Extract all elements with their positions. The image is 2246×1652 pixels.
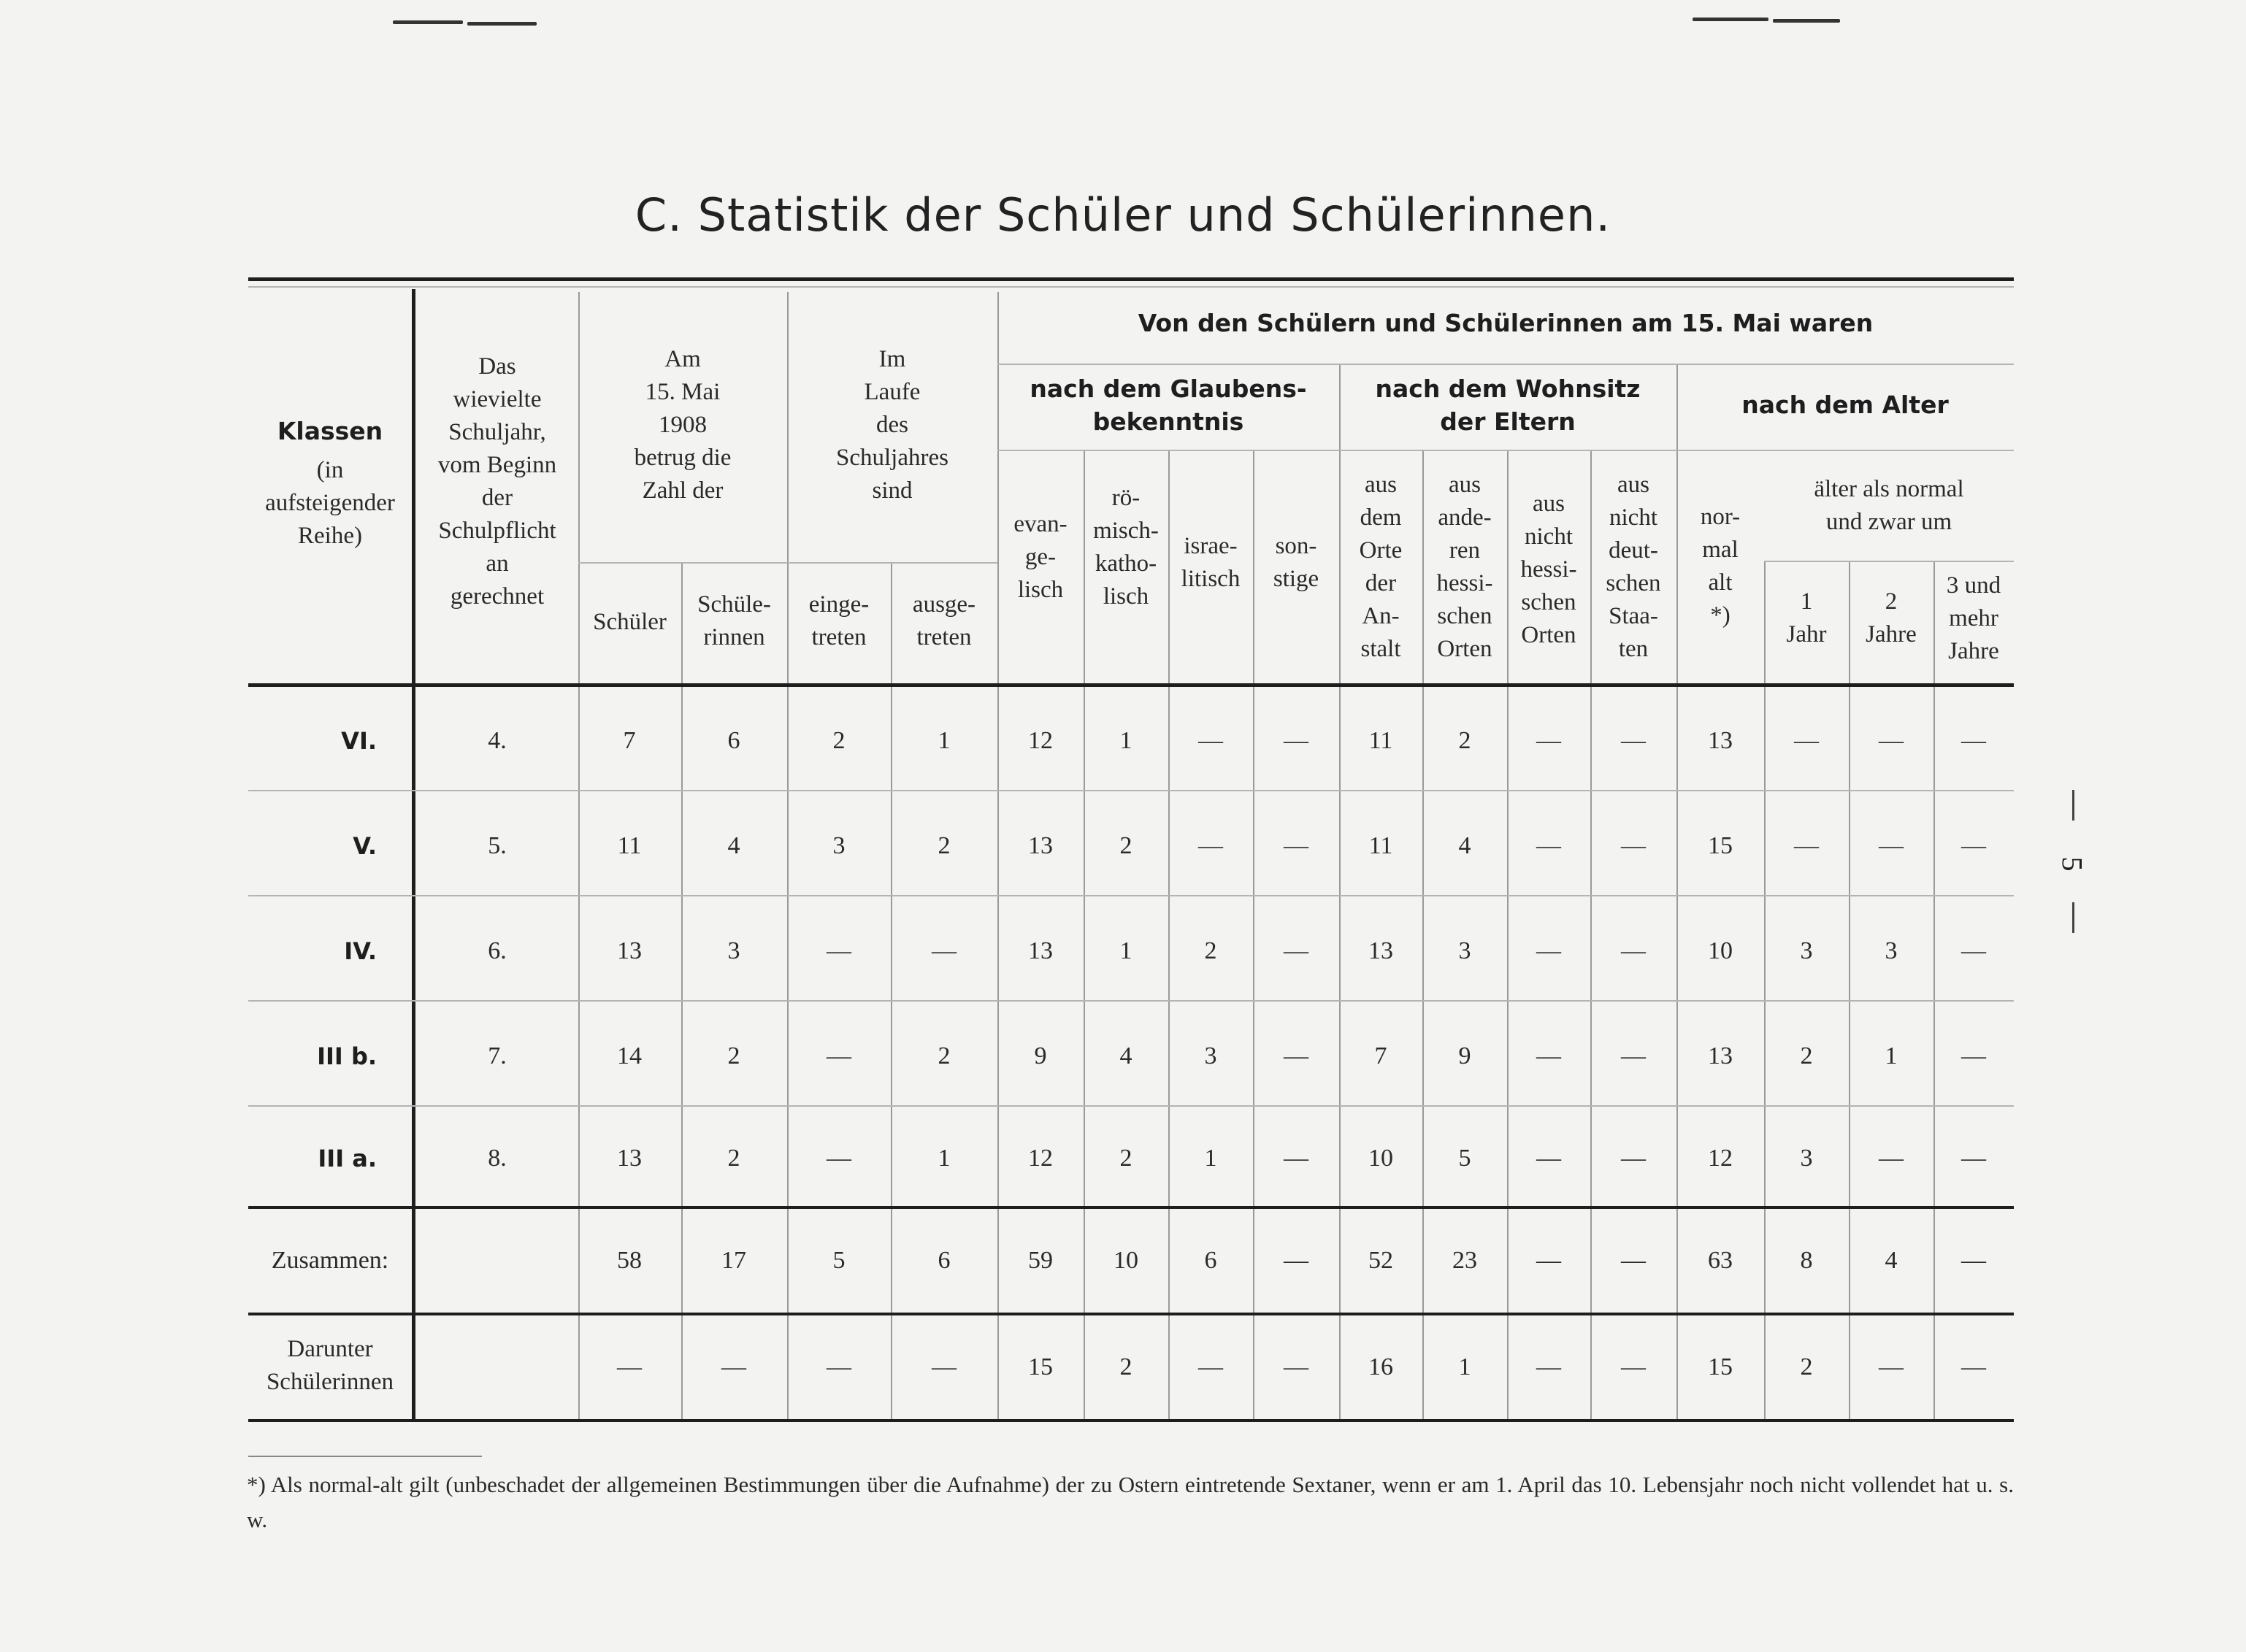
table-cell: — (1879, 832, 1904, 859)
header-laufe: Im Laufe des Schuljahres sind (836, 346, 948, 504)
table-cell: — (1621, 1353, 1646, 1380)
row-line (248, 1105, 2014, 1107)
header-katholisch: rö- misch- katho- lisch (1093, 485, 1159, 610)
header-bottom-rule (248, 683, 2014, 687)
table-cell: 2 (938, 832, 951, 859)
header-ausgetreten: ausge- treten (912, 591, 976, 650)
table-cell: — (1961, 1145, 1986, 1172)
table-cell: 52 (1368, 1247, 1393, 1274)
table-cell: 13 (1708, 1042, 1733, 1069)
table-cell: — (1879, 1353, 1904, 1380)
table-cell: — (1536, 1145, 1561, 1172)
table-cell: 13 (1708, 727, 1733, 754)
header-klassen-sub: (in aufsteigender Reihe) (265, 457, 395, 549)
margin-mark (2072, 902, 2074, 933)
table-cell: 8 (1800, 1247, 1813, 1274)
table-cell: — (1536, 1247, 1561, 1274)
table-cell: 3 (1204, 1042, 1217, 1069)
table-top-thin-rule (248, 286, 2014, 288)
table-cell: — (1198, 832, 1223, 859)
table-cell: — (1284, 937, 1308, 964)
table-cell: 11 (1368, 832, 1393, 859)
table-cell: 2 (832, 727, 846, 754)
table-cell: 5. (488, 832, 507, 859)
table-cell: — (721, 1353, 746, 1380)
table-cell: — (1198, 1353, 1223, 1380)
table-cell: 11 (617, 832, 642, 859)
table-cell: 8. (488, 1145, 507, 1172)
table-cell: 11 (1368, 727, 1393, 754)
table-top-rule (248, 277, 2014, 281)
table-cell: 13 (1368, 937, 1393, 964)
header-line (578, 562, 997, 564)
table-cell: 5 (1458, 1145, 1471, 1172)
table-cell: 3 (1885, 937, 1898, 964)
header-line (997, 450, 2014, 451)
table-cell: 16 (1368, 1353, 1393, 1380)
table-cell: 2 (1119, 832, 1132, 859)
col-divider (681, 562, 683, 1422)
table-cell: 2 (727, 1042, 740, 1069)
table-cell: 7 (623, 727, 636, 754)
table-cell: 14 (617, 1042, 642, 1069)
table-cell: — (1621, 1247, 1646, 1274)
margin-mark (2072, 790, 2074, 821)
page-title: C. Statistik der Schüler und Schülerinnen. (635, 188, 1611, 242)
table-cell: 1 (1885, 1042, 1898, 1069)
table-cell: — (1621, 1042, 1646, 1069)
table-cell: 63 (1708, 1247, 1733, 1274)
table-cell: — (1879, 1145, 1904, 1172)
row-line (248, 790, 2014, 791)
table-cell: 10 (1368, 1145, 1393, 1172)
header-schueler: Schüler (593, 609, 667, 635)
table-cell: 4 (1119, 1042, 1132, 1069)
table-cell: — (932, 1353, 957, 1380)
top-left-mark-2 (467, 22, 537, 26)
table-cell: 23 (1452, 1247, 1477, 1274)
table-cell: 12 (1028, 1145, 1053, 1172)
table-cell: — (1621, 727, 1646, 754)
top-left-mark (393, 20, 463, 24)
table-cell: 1 (1458, 1353, 1471, 1380)
row-line (248, 1000, 2014, 1002)
table-cell: — (1961, 937, 1986, 964)
table-cell: — (1961, 727, 1986, 754)
header-jahr-1: 1 Jahr (1786, 588, 1827, 648)
table-cell: — (1961, 1247, 1986, 1274)
table-cell: 5 (832, 1247, 846, 1274)
table-cell: — (827, 937, 851, 964)
table-cell: 1 (938, 727, 951, 754)
table-cell: 2 (1119, 1145, 1132, 1172)
row-label-klasse: III b. (317, 1042, 377, 1070)
top-right-mark-2 (1773, 19, 1840, 23)
col-divider (1849, 562, 1850, 1422)
table-cell: — (1794, 727, 1819, 754)
darunter-top-rule (248, 1313, 2014, 1315)
table-cell: — (1536, 1042, 1561, 1069)
table-cell: — (827, 1353, 851, 1380)
table-cell: 12 (1708, 1145, 1733, 1172)
table-cell: — (1284, 1247, 1308, 1274)
header-hess-orten: aus ande- ren hessi- schen Orten (1436, 472, 1493, 662)
table-cell: 10 (1114, 1247, 1138, 1274)
table-cell: 6. (488, 937, 507, 964)
table-cell: 1 (1119, 937, 1132, 964)
table-cell: 2 (1204, 937, 1217, 964)
table-cell: 1 (938, 1145, 951, 1172)
header-schuljahr: Das wievielte Schuljahr, vom Beginn der Schulpflicht an gerechnet (437, 353, 557, 610)
table-cell: 4 (1885, 1247, 1898, 1274)
table-cell: 6 (1204, 1247, 1217, 1274)
footnote-rule (248, 1456, 482, 1457)
col-divider (891, 562, 892, 1422)
table-cell: 15 (1028, 1353, 1053, 1380)
header-orte-anstalt: aus dem Orte der An- stalt (1359, 472, 1403, 662)
table-cell: — (1284, 1353, 1308, 1380)
table-cell: — (1961, 1353, 1986, 1380)
header-israelitisch: israe- litisch (1181, 533, 1241, 592)
table-cell: 1 (1204, 1145, 1217, 1172)
header-nicht-hess: aus nicht hessi- schen Orten (1520, 491, 1577, 648)
table-cell: — (827, 1042, 851, 1069)
table-cell: — (1794, 832, 1819, 859)
table-cell: 2 (1119, 1353, 1132, 1380)
zusammen-label: Zusammen: (271, 1247, 389, 1274)
table-cell: 9 (1458, 1042, 1471, 1069)
header-wohnsitz: nach dem Wohnsitz der Eltern (1375, 374, 1641, 436)
table-cell: 7 (1374, 1042, 1387, 1069)
table-cell: — (1284, 727, 1308, 754)
table-cell: — (1284, 1145, 1308, 1172)
table-cell: 13 (617, 1145, 642, 1172)
table-cell: — (1961, 1042, 1986, 1069)
table-cell: 15 (1708, 832, 1733, 859)
table-cell: — (1536, 937, 1561, 964)
table-cell: 4 (1458, 832, 1471, 859)
row-label-klasse: III a. (318, 1145, 377, 1172)
table-cell: — (1536, 1353, 1561, 1380)
header-zahl: Am 15. Mai 1908 betrug die Zahl der (634, 346, 732, 504)
table-cell: 15 (1708, 1353, 1733, 1380)
table-cell: 13 (1028, 832, 1053, 859)
table-cell: 4. (488, 727, 507, 754)
header-nicht-deutsch: aus nicht deut- schen Staa- ten (1606, 472, 1661, 662)
table-cell: 17 (721, 1247, 746, 1274)
table-cell: — (1621, 832, 1646, 859)
summary-top-rule (248, 1206, 2014, 1209)
table-cell: 3 (832, 832, 846, 859)
footnote: *) Als normal-alt gilt (unbeschadet der allgemeinen Bestimmungen über die Aufnahme) der zu Ostern eintretende Sextaner, wenn er am 1. April das 10. Lebensjahr noch nicht vollendet hat u. s. w. (247, 1472, 2014, 1532)
row-label-klasse: V. (353, 832, 377, 860)
header-alter: nach dem Alter (1741, 391, 1949, 419)
table-cell: 2 (938, 1042, 951, 1069)
table-cell: 58 (617, 1247, 642, 1274)
table-cell: 2 (1800, 1353, 1813, 1380)
page-number: 5 (2055, 856, 2089, 872)
header-line (1764, 561, 2014, 562)
table-cell: — (1879, 727, 1904, 754)
table-cell: 7. (488, 1042, 507, 1069)
table-cell: 3 (1800, 1145, 1813, 1172)
col-divider (1933, 562, 1935, 1422)
table-cell: 4 (727, 832, 740, 859)
col-divider (1764, 562, 1766, 1422)
table-cell: — (1961, 832, 1986, 859)
table-cell: — (617, 1353, 642, 1380)
header-sonstige: son- stige (1273, 533, 1319, 592)
table-cell: — (1284, 1042, 1308, 1069)
header-line (997, 364, 2014, 365)
table-cell: — (1621, 1145, 1646, 1172)
table-cell: 3 (727, 937, 740, 964)
header-klassen: Klassen (277, 417, 383, 445)
header-von-den: Von den Schülern und Schülerinnen am 15. Mai waren (1138, 309, 1874, 337)
row-label-klasse: IV. (344, 937, 377, 965)
table-cell: — (1536, 727, 1561, 754)
header-evangelisch: evan- ge- lisch (1013, 511, 1068, 603)
header-normal-alt: nor- mal alt *) (1700, 504, 1741, 629)
header-schuelerinnen: Schüle- rinnen (697, 591, 771, 650)
darunter-label: Darunter Schülerinnen (266, 1336, 394, 1395)
table-cell: 2 (1458, 727, 1471, 754)
table-cell: 3 (1800, 937, 1813, 964)
table-cell: 1 (1119, 727, 1132, 754)
table-cell: — (932, 937, 957, 964)
table-cell: 12 (1028, 727, 1053, 754)
table-cell: 59 (1028, 1247, 1053, 1274)
header-jahre-3: 3 und mehr Jahre (1946, 572, 2001, 664)
table-bottom-rule (248, 1419, 2014, 1422)
table-cell: — (1621, 937, 1646, 964)
table-cell: 13 (617, 937, 642, 964)
table-cell: — (1284, 832, 1308, 859)
row-label-klasse: VI. (341, 727, 377, 755)
row-line (248, 895, 2014, 896)
table-cell: 13 (1028, 937, 1053, 964)
header-glaubens: nach dem Glaubens- bekenntnis (1030, 374, 1307, 436)
header-aelter: älter als normal und zwar um (1814, 476, 1964, 535)
top-right-mark (1693, 18, 1768, 21)
table-cell: — (827, 1145, 851, 1172)
table-cell: 3 (1458, 937, 1471, 964)
table-cell: 10 (1708, 937, 1733, 964)
header-jahre-2: 2 Jahre (1866, 588, 1917, 648)
table-cell: 2 (1800, 1042, 1813, 1069)
table-cell: — (1198, 727, 1223, 754)
table-cell: 6 (938, 1247, 951, 1274)
table-cell: 6 (727, 727, 740, 754)
header-eingetreten: einge- treten (808, 591, 870, 650)
table-cell: — (1536, 832, 1561, 859)
table-cell: 9 (1034, 1042, 1047, 1069)
table-cell: 2 (727, 1145, 740, 1172)
